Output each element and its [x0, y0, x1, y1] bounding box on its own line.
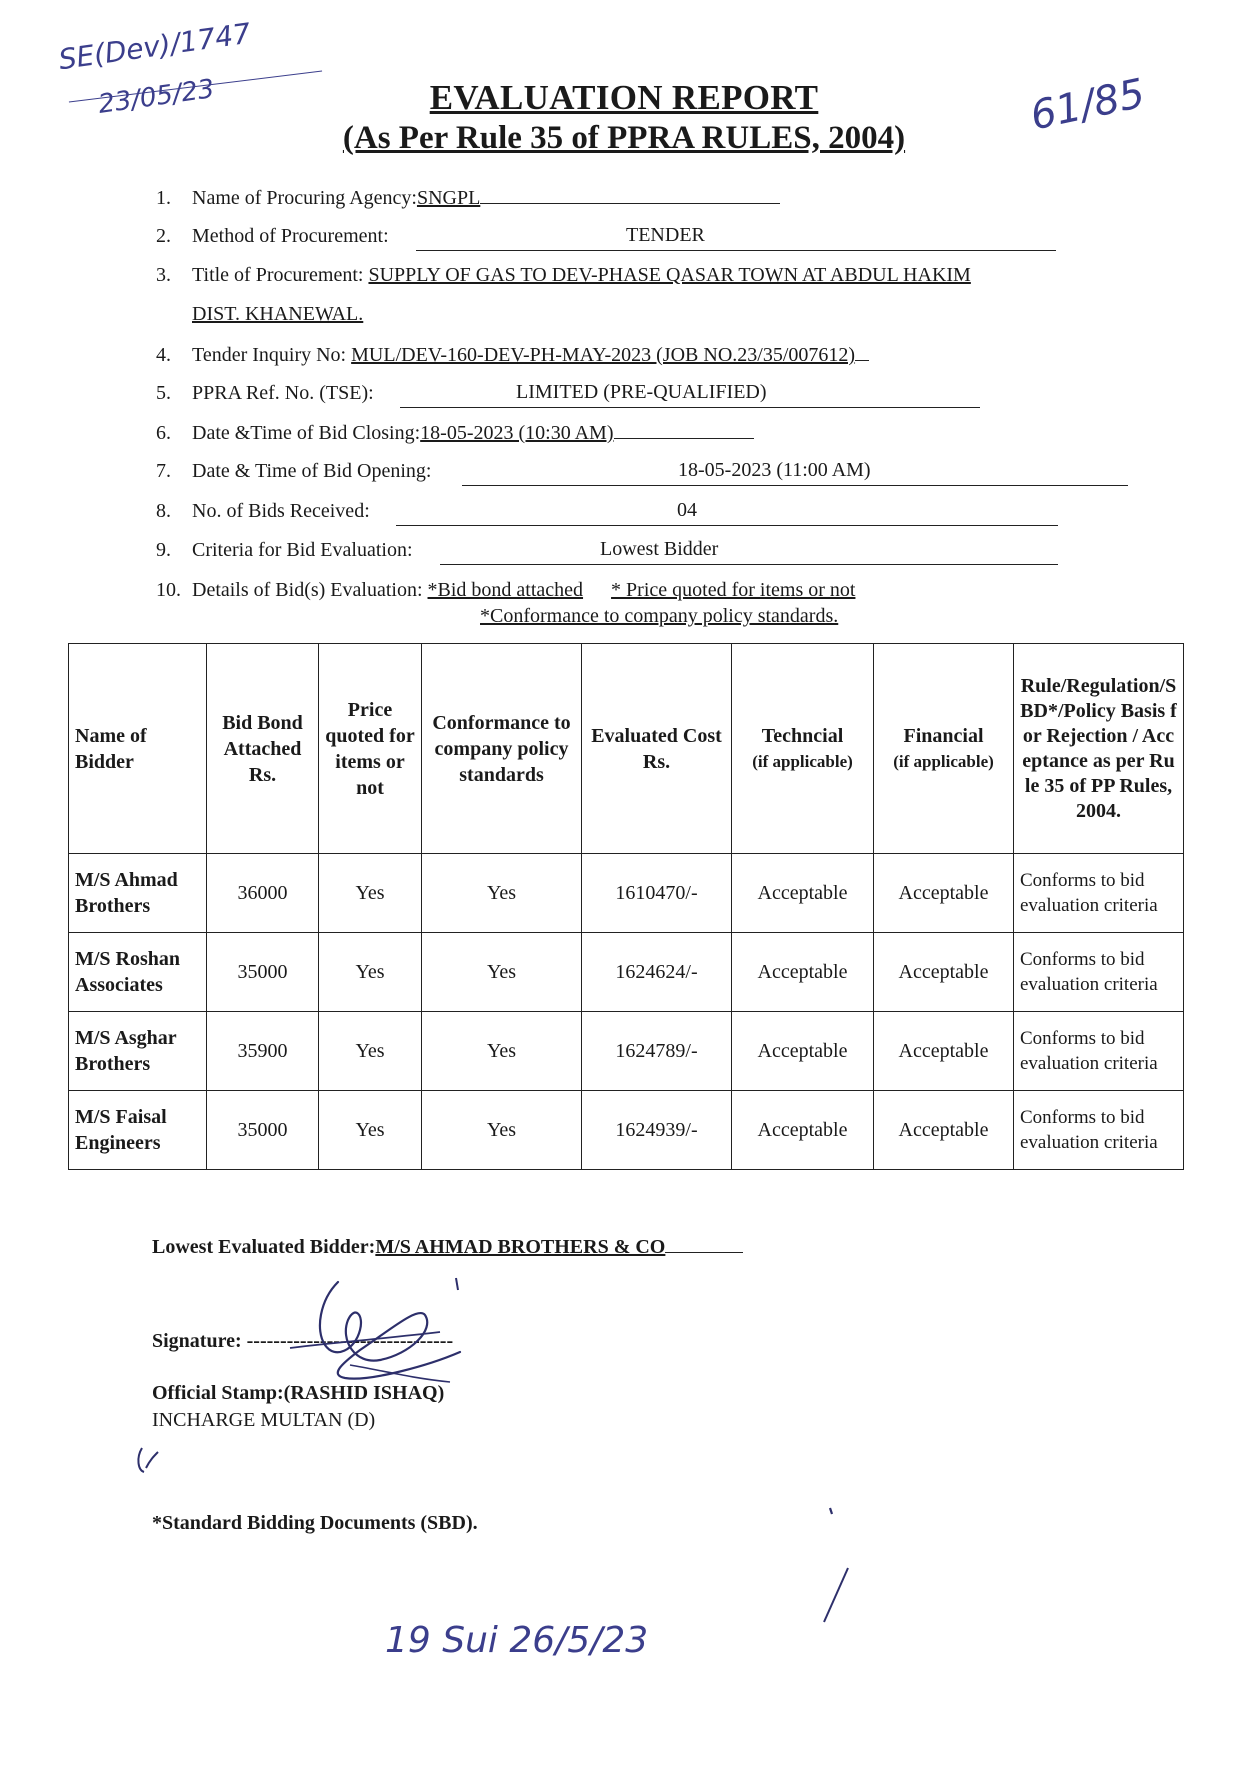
- bid-evaluation-table: [68, 643, 1184, 1170]
- cell-price-quoted: Yes: [319, 1091, 422, 1170]
- item-value: LIMITED (PRE-QUALIFIED): [516, 381, 767, 403]
- report-header: [0, 78, 1248, 158]
- cell-bid-bond: 35900: [207, 1012, 319, 1091]
- cell-financial: Acceptable: [874, 933, 1014, 1012]
- item-label: Title of Procurement:: [192, 264, 369, 286]
- header-evaluated-cost: Evaluated Cost Rs.: [582, 644, 732, 854]
- cell-financial: Acceptable: [874, 1091, 1014, 1170]
- header-conformance: Conformance to company policy standards: [422, 644, 582, 854]
- item-label: Criteria for Bid Evaluation:: [192, 539, 413, 561]
- cell-bid-bond: 35000: [207, 933, 319, 1012]
- cell-rule-basis: Conforms to bid evaluation criteria: [1014, 854, 1184, 933]
- lowest-evaluated-bidder: [152, 1232, 743, 1259]
- handwritten-reference: SE(Dev)/1747: [56, 16, 253, 77]
- cell-price-quoted: Yes: [319, 933, 422, 1012]
- cell-rule-basis: Conforms to bid evaluation criteria: [1014, 933, 1184, 1012]
- item-number: 7.: [156, 460, 171, 482]
- item-procuring-agency: [156, 183, 780, 211]
- report-subtitle: (As Per Rule 35 of PPRA RULES, 2004): [342, 120, 906, 156]
- item-label: No. of Bids Received:: [192, 500, 370, 522]
- cell-bid-bond: 35000: [207, 1091, 319, 1170]
- underline-blank: [665, 1232, 743, 1253]
- cell-conformance: Yes: [422, 854, 582, 933]
- item-number: 3.: [156, 264, 171, 286]
- item-number: 10.: [156, 579, 181, 601]
- item-number: 8.: [156, 500, 171, 522]
- cell-rule-basis: Conforms to bid evaluation criteria: [1014, 1012, 1184, 1091]
- item-value-3: *Conformance to company policy standards.: [480, 605, 839, 627]
- cell-conformance: Yes: [422, 1091, 582, 1170]
- item-label: Tender Inquiry No:: [192, 344, 352, 366]
- header-technical-label: Techncial: [761, 724, 844, 747]
- header-technical-sub: (if applicable): [752, 751, 853, 771]
- item-value-line: [396, 497, 1058, 526]
- handwritten-initial-icon: [132, 1440, 172, 1480]
- item-bid-evaluation-details: [156, 576, 855, 604]
- table-row: [69, 854, 1184, 933]
- item-label: Date & Time of Bid Opening:: [192, 460, 432, 482]
- item-value-line: [462, 457, 1128, 486]
- item-value: 18-05-2023 (11:00 AM): [678, 459, 871, 481]
- header-financial-label: Financial: [903, 724, 984, 747]
- item-bid-evaluation-details-continued: [480, 602, 838, 630]
- table-header-row: [69, 644, 1184, 854]
- cell-price-quoted: Yes: [319, 1012, 422, 1091]
- cell-conformance: Yes: [422, 1012, 582, 1091]
- signature-label: Signature:: [152, 1330, 247, 1352]
- item-title-continued: [156, 300, 363, 328]
- item-value: SUPPLY OF GAS TO DEV-PHASE QASAR TOWN AT ABDUL HAKIM: [368, 264, 971, 286]
- handwritten-date: 23/05/23: [96, 74, 217, 120]
- item-value: SNGPL: [416, 187, 481, 209]
- item-label: Details of Bid(s) Evaluation:: [192, 579, 428, 601]
- item-value: 18-05-2023 (10:30 AM): [420, 422, 614, 444]
- item-value-continued: DIST. KHANEWAL.: [192, 303, 364, 325]
- stamp-name: (RASHID ISHAQ): [283, 1382, 445, 1404]
- cell-technical: Acceptable: [732, 1012, 874, 1091]
- header-name-of-bidder: Name of Bidder: [69, 644, 207, 854]
- cell-bidder: M/S Roshan Associates: [69, 933, 207, 1012]
- item-value-line: [416, 222, 1056, 251]
- cell-financial: Acceptable: [874, 1012, 1014, 1091]
- cell-rule-basis: Conforms to bid evaluation criteria: [1014, 1091, 1184, 1170]
- item-bid-closing: [156, 418, 754, 446]
- official-stamp: [152, 1382, 444, 1405]
- item-value-line: [400, 379, 980, 408]
- cell-bidder: M/S Ahmad Brothers: [69, 854, 207, 933]
- item-number: 1.: [156, 187, 171, 209]
- table-row: [69, 1091, 1184, 1170]
- header-rule-basis: Rule/Regulation/SBD*/Policy Basis for Rejection / Acceptance as per Rule 35 of PP Rules, 2004.: [1014, 644, 1184, 854]
- item-tender-inquiry: [156, 340, 869, 368]
- handwritten-bottom-note: 19 Sui 26/5/23: [385, 1620, 649, 1661]
- item-value: Lowest Bidder: [600, 538, 719, 560]
- header-financial-sub: (if applicable): [893, 751, 994, 771]
- header-financial: [874, 644, 1014, 854]
- cell-technical: Acceptable: [732, 933, 874, 1012]
- sbd-footnote: *Standard Bidding Documents (SBD).: [152, 1512, 478, 1534]
- item-label: Method of Procurement:: [192, 225, 389, 247]
- handwritten-slash-icon: [810, 1500, 870, 1630]
- header-price-quoted: Price quoted for items or not: [319, 644, 422, 854]
- table-row: [69, 1012, 1184, 1091]
- lowest-bidder-label: Lowest Evaluated Bidder:: [152, 1236, 376, 1258]
- item-label: Date &Time of Bid Closing:: [192, 422, 421, 444]
- item-evaluation-criteria: [156, 536, 413, 564]
- cell-evaluated-cost: 1624939/-: [582, 1091, 732, 1170]
- item-label: Name of Procuring Agency:: [192, 187, 417, 209]
- item-label: PPRA Ref. No. (TSE):: [192, 382, 374, 404]
- item-number: 9.: [156, 539, 171, 561]
- item-value: *Bid bond attached: [427, 579, 584, 601]
- header-bid-bond: Bid Bond Attached Rs.: [207, 644, 319, 854]
- cell-technical: Acceptable: [732, 1091, 874, 1170]
- item-method-of-procurement: [156, 222, 389, 250]
- item-number: 2.: [156, 225, 171, 247]
- item-ppra-ref: [156, 379, 374, 407]
- cell-bidder: M/S Faisal Engineers: [69, 1091, 207, 1170]
- item-number: 4.: [156, 344, 171, 366]
- item-value: TENDER: [626, 224, 705, 246]
- item-value: MUL/DEV-160-DEV-PH-MAY-2023 (JOB NO.23/35/007612): [351, 344, 856, 366]
- table-row: [69, 933, 1184, 1012]
- cell-financial: Acceptable: [874, 854, 1014, 933]
- item-value-line: [440, 536, 1058, 565]
- cell-bid-bond: 36000: [207, 854, 319, 933]
- stamp-label: Official Stamp:: [152, 1382, 284, 1404]
- cell-technical: Acceptable: [732, 854, 874, 933]
- item-number: 6.: [156, 422, 171, 444]
- report-title: EVALUATION REPORT: [429, 78, 819, 117]
- handwritten-signature-icon: [260, 1270, 500, 1400]
- header-technical: [732, 644, 874, 854]
- handwritten-page-number-text: 61/85: [1026, 70, 1149, 140]
- underline-blank: [480, 183, 780, 204]
- cell-bidder: M/S Asghar Brothers: [69, 1012, 207, 1091]
- item-value: 04: [677, 499, 697, 521]
- item-bid-opening: [156, 457, 431, 485]
- item-title-of-procurement: [156, 261, 971, 289]
- underline-blank: [855, 340, 869, 361]
- cell-price-quoted: Yes: [319, 854, 422, 933]
- stamp-designation: INCHARGE MULTAN (D): [152, 1409, 376, 1431]
- lowest-bidder-value: M/S AHMAD BROTHERS & CO: [375, 1236, 666, 1258]
- item-bids-received: [156, 497, 370, 525]
- cell-conformance: Yes: [422, 933, 582, 1012]
- cell-evaluated-cost: 1610470/-: [582, 854, 732, 933]
- cell-evaluated-cost: 1624789/-: [582, 1012, 732, 1091]
- item-value-2: * Price quoted for items or not: [611, 579, 856, 601]
- cell-evaluated-cost: 1624624/-: [582, 933, 732, 1012]
- underline-blank: [614, 418, 754, 439]
- signature-dashes: -------------------------------: [246, 1330, 454, 1352]
- item-number: 5.: [156, 382, 171, 404]
